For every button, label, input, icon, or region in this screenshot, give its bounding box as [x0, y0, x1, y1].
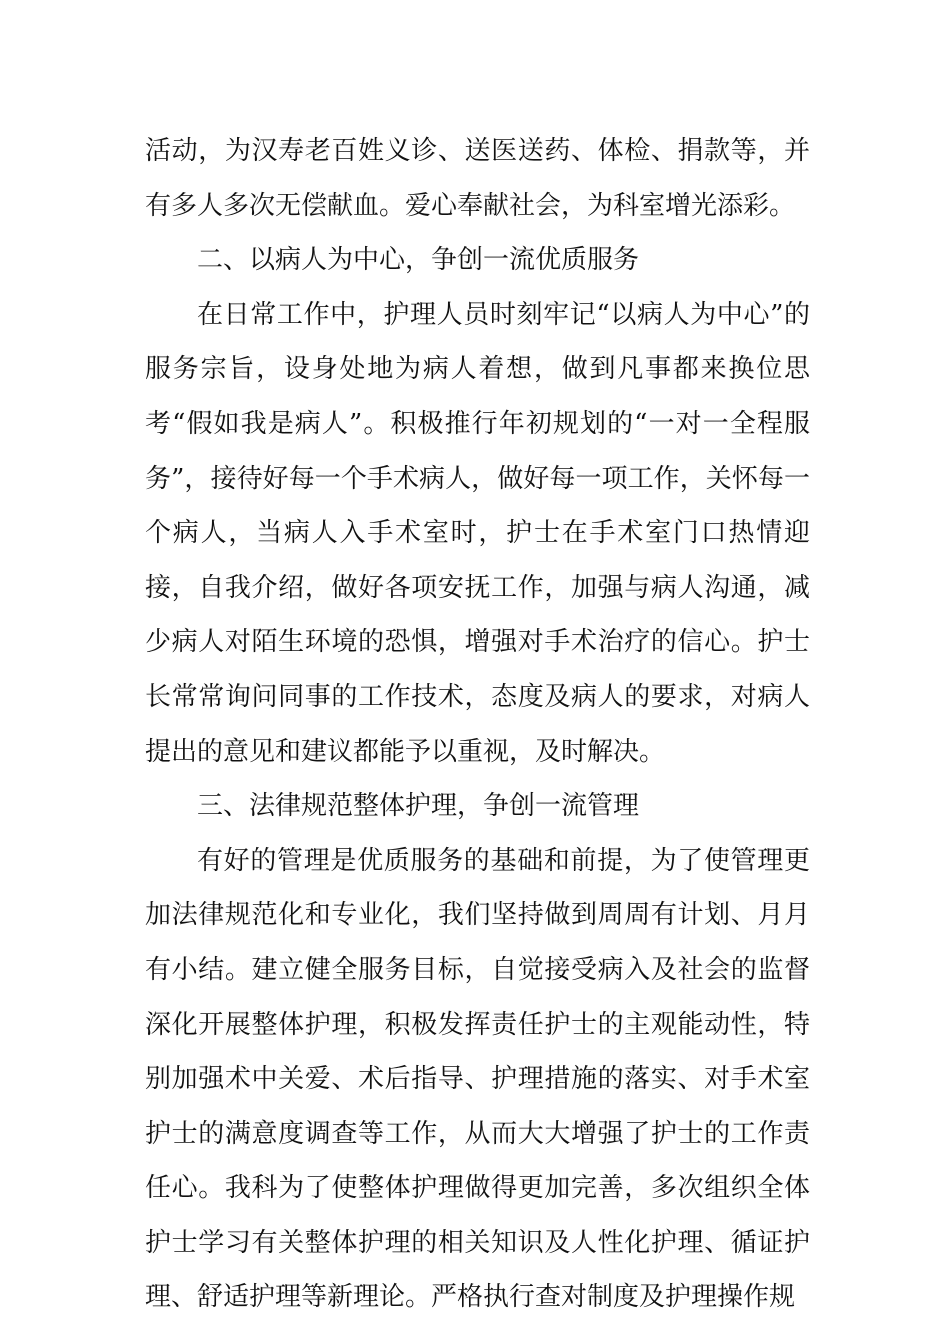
paragraph-management: 有好的管理是优质服务的基础和前提，为了使管理更加法律规范化和专业化，我们坚持做到周周有计划、月月有小结。建立健全服务目标，自觉接受病入及社会的监督深化开展整体护理，积极发挥责任护士的主观能动性，特别加强术中关爱、术后指导、护理措施的落实、对手术室护士的满意度调查等工作，从而大大增强了护士的工作责任心。我科为了使整体护理做得更加完善，多次组织全体护士学习有关整体护理的相关知识及人性化护理、循证护理、舒适护理等新理论。严格执行查对制度及护理操作规 [145, 845, 810, 1313]
document-body [145, 124, 810, 1325]
paragraph-patient-centered: 在日常工作中，护理人员时刻牢记“以病人为中心”的服务宗旨，设身处地为病人着想，做到凡事都来换位思考“假如我是病人”。积极推行年初规划的“一对一全程服务”，接待好每一个手术病人，做好每一项工作，关怀每一个病人，当病人入手术室时，护士在手术室门口热情迎接，自我介绍，做好各项安抚工作，加强与病人沟通，减少病人对陌生环境的恐惧，增强对手术治疗的信心。护士长常常询问同事的工作技术，态度及病人的要求，对病人提出的意见和建议都能予以重视，及时解决。 [145, 299, 810, 767]
section-heading-3: 三、法律规范整体护理，争创一流管理 [197, 791, 640, 822]
section-heading-2: 二、以病人为中心，争创一流优质服务 [197, 245, 640, 276]
paragraph-continuation: 活动，为汉寿老百姓义诊、送医送药、体检、捐款等，并有多人多次无偿献血。爱心奉献社会，为科室增光添彩。 [145, 136, 810, 221]
